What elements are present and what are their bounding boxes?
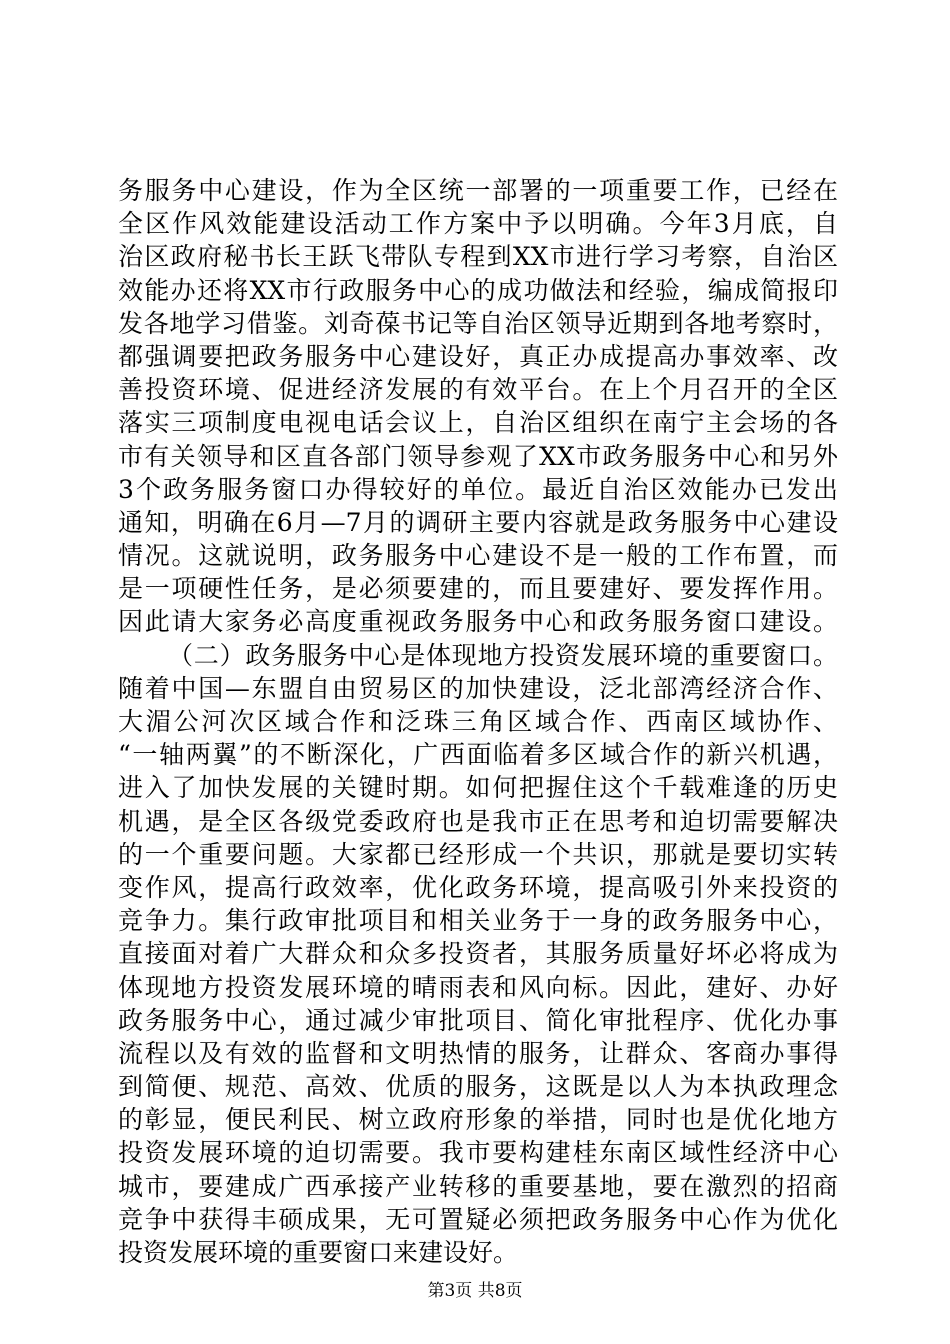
text-line: 3个政务服务窗口办得较好的单位。最近自治区效能办已发出 [118, 474, 838, 504]
text-line: 情况。这就说明，政务服务中心建设不是一般的工作布置，而 [118, 541, 838, 571]
text-line: 政务服务中心，通过减少审批项目、简化审批程序、优化办事 [118, 1005, 838, 1035]
text-line: 体现地方投资发展环境的晴雨表和风向标。因此，建好、办好 [118, 972, 838, 1002]
text-line: 城市，要建成广西承接产业转移的重要基地，要在激烈的招商 [118, 1171, 838, 1201]
text-line: 落实三项制度电视电话会议上，自治区组织在南宁主会场的各 [118, 408, 838, 438]
text-line: 善投资环境、促进经济发展的有效平台。在上个月召开的全区 [118, 375, 838, 405]
body-text [118, 174, 838, 1269]
text-line: 机遇，是全区各级党委政府也是我市正在思考和迫切需要解决 [118, 806, 838, 836]
text-line: 效能办还将XX市行政服务中心的成功做法和经验，编成简报印 [118, 275, 838, 305]
text-line: 都强调要把政务服务中心建设好，真正办成提高办事效率、改 [118, 341, 838, 371]
section-heading-line: （二）政务服务中心是体现地方投资发展环境的重要窗口。 [168, 640, 838, 670]
page-footer [0, 1276, 950, 1301]
page-number: 第3页 共8页 [427, 1281, 523, 1301]
text-line: 变作风，提高行政效率，优化政务环境，提高吸引外来投资的 [118, 872, 838, 902]
text-line: 的一个重要问题。大家都已经形成一个共识，那就是要切实转 [118, 839, 838, 869]
text-line: 投资发展环境的重要窗口来建设好。 [118, 1238, 519, 1267]
text-line: 流程以及有效的监督和文明热情的服务，让群众、客商办事得 [118, 1038, 838, 1068]
text-line: “一轴两翼”的不断深化，广西面临着多区域合作的新兴机遇， [118, 740, 838, 770]
text-line: 到简便、规范、高效、优质的服务，这既是以人为本执政理念 [118, 1072, 838, 1102]
text-line: 随着中国—东盟自由贸易区的加快建设，泛北部湾经济合作、 [118, 673, 838, 703]
text-line: 投资发展环境的迫切需要。我市要构建桂东南区域性经济中心 [118, 1138, 838, 1168]
text-line: 进入了加快发展的关键时期。如何把握住这个千载难逢的历史 [118, 773, 838, 803]
text-line: 全区作风效能建设活动工作方案中予以明确。今年3月底，自 [118, 209, 838, 239]
text-line: 通知，明确在6月—7月的调研主要内容就是政务服务中心建设 [118, 507, 838, 537]
text-line: 市有关领导和区直各部门领导参观了XX市政务服务中心和另外 [118, 441, 838, 471]
text-line: 是一项硬性任务，是必须要建的，而且要建好、要发挥作用。 [118, 574, 838, 604]
text-line: 的彰显，便民利民、树立政府形象的举措，同时也是优化地方 [118, 1105, 838, 1135]
text-line: 直接面对着广大群众和众多投资者，其服务质量好坏必将成为 [118, 939, 838, 969]
text-line: 因此请大家务必高度重视政务服务中心和政务服务窗口建设。 [118, 607, 838, 637]
text-line: 发各地学习借鉴。刘奇葆书记等自治区领导近期到各地考察时， [118, 308, 838, 338]
text-line: 治区政府秘书长王跃飞带队专程到XX市进行学习考察，自治区 [118, 242, 838, 272]
text-line: 竞争力。集行政审批项目和相关业务于一身的政务服务中心， [118, 906, 838, 936]
text-line: 务服务中心建设，作为全区统一部署的一项重要工作，已经在 [118, 176, 838, 205]
text-line: 竞争中获得丰硕成果，无可置疑必须把政务服务中心作为优化 [118, 1204, 838, 1234]
text-line: 大湄公河次区域合作和泛珠三角区域合作、西南区域协作、 [118, 707, 838, 736]
